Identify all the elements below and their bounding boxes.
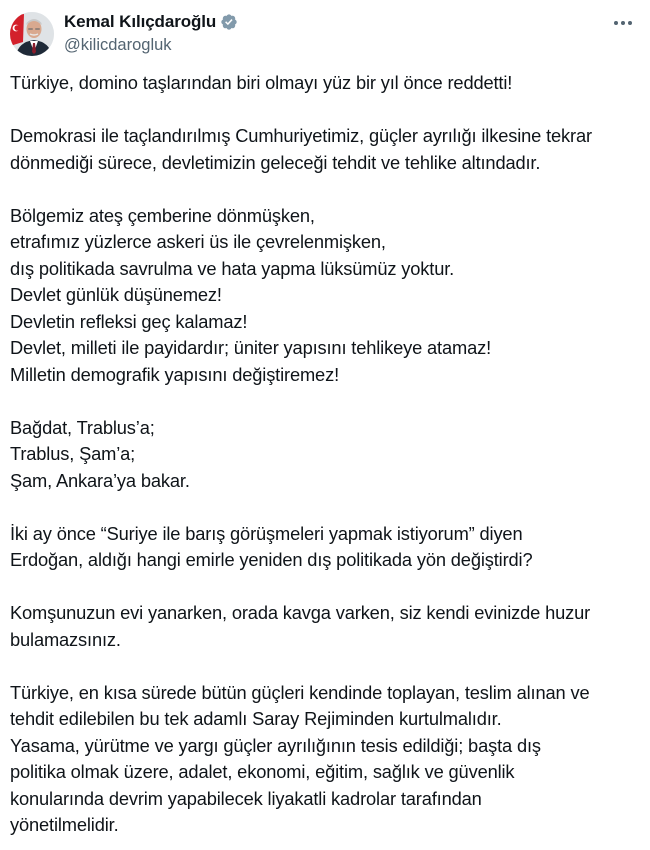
paragraph-gap — [10, 653, 642, 680]
tweet-text-line: konularında devrim yapabilecek liyakatli kadrolar tarafından — [10, 787, 482, 809]
ellipsis-icon — [613, 20, 633, 26]
tweet-text-line: Bağdat, Trablus’a; — [10, 416, 155, 438]
tweet-text-line: dış politikada savrulma ve hata yapma lüksümüz yoktur. — [10, 257, 455, 279]
author-name[interactable]: Kemal Kılıçdaroğlu — [64, 12, 217, 31]
author-handle[interactable]: @kilicdarogluk — [64, 36, 172, 54]
tweet-text-line: Yasama, yürütme ve yargı güçler ayrılığının tesis edildiği; başta dış — [10, 734, 541, 756]
paragraph-gap — [10, 97, 642, 124]
tweet-text-line: Türkiye, en kısa sürede bütün güçleri kendinde toplayan, teslim alınan ve — [10, 681, 590, 703]
tweet-text-line: Devlet, milleti ile payidardır; üniter yapısını tehlikeye atamaz! — [10, 337, 492, 358]
paragraph-gap — [10, 574, 642, 601]
paragraph-gap — [10, 176, 642, 203]
tweet-text-line: Devlet günlük düşünemez! — [10, 284, 222, 305]
verified-badge-icon[interactable] — [220, 13, 238, 31]
tweet-text-line: politika olmak üzere, adalet, ekonomi, eğitim, sağlık ve güvenlik — [10, 761, 515, 782]
tweet-text-line: Milletin demografik yapısını değiştiremez! — [10, 363, 339, 385]
tweet-text-line: İki ay önce “Suriye ile barış görüşmeleri yapmak istiyorum” diyen — [10, 522, 523, 544]
tweet-text-line: etrafımız yüzlerce askeri üs ile çevrelenmişken, — [10, 231, 386, 252]
more-options-button[interactable] — [610, 14, 636, 32]
tweet-text-line: Demokrasi ile taçlandırılmış Cumhuriyetimiz, güçler ayrılığı ilkesine tekrar — [10, 125, 592, 146]
tweet-text-line: bulamazsınız. — [10, 628, 121, 650]
author-name-row — [64, 11, 238, 33]
tweet-text-line: Devletin refleksi geç kalamaz! — [10, 310, 248, 332]
tweet-header — [0, 0, 650, 66]
tweet-text-line: Türkiye, domino taşlarından biri olmayı yüz bir yıl önce reddetti! — [10, 72, 513, 93]
tweet-text-line: Komşunuzun evi yanarken, orada kavga varken, siz kendi evinizde huzur — [10, 602, 591, 623]
profile-photo-icon — [10, 12, 54, 56]
paragraph-gap — [10, 388, 642, 415]
tweet-text-line: Erdoğan, aldığı hangi emirle yeniden dış politikada yön değiştirdi? — [10, 549, 533, 570]
author-block — [64, 11, 238, 55]
tweet-text-line: tehdit edilebilen bu tek adamlı Saray Rejiminden kurtulmalıdır. — [10, 708, 502, 729]
tweet-text — [10, 70, 642, 839]
tweet-text-line: Bölgemiz ateş çemberine dönmüşken, — [10, 204, 315, 226]
avatar[interactable] — [10, 12, 54, 56]
tweet-text-line: Şam, Ankara’ya bakar. — [10, 469, 190, 491]
tweet-text-line: dönmediği sürece, devletimizin geleceği tehdit ve tehlike altındadır. — [10, 151, 541, 173]
tweet-text-line: Trablus, Şam’a; — [10, 443, 136, 464]
paragraph-gap — [10, 494, 642, 521]
tweet-text-line: yönetilmelidir. — [10, 814, 119, 835]
